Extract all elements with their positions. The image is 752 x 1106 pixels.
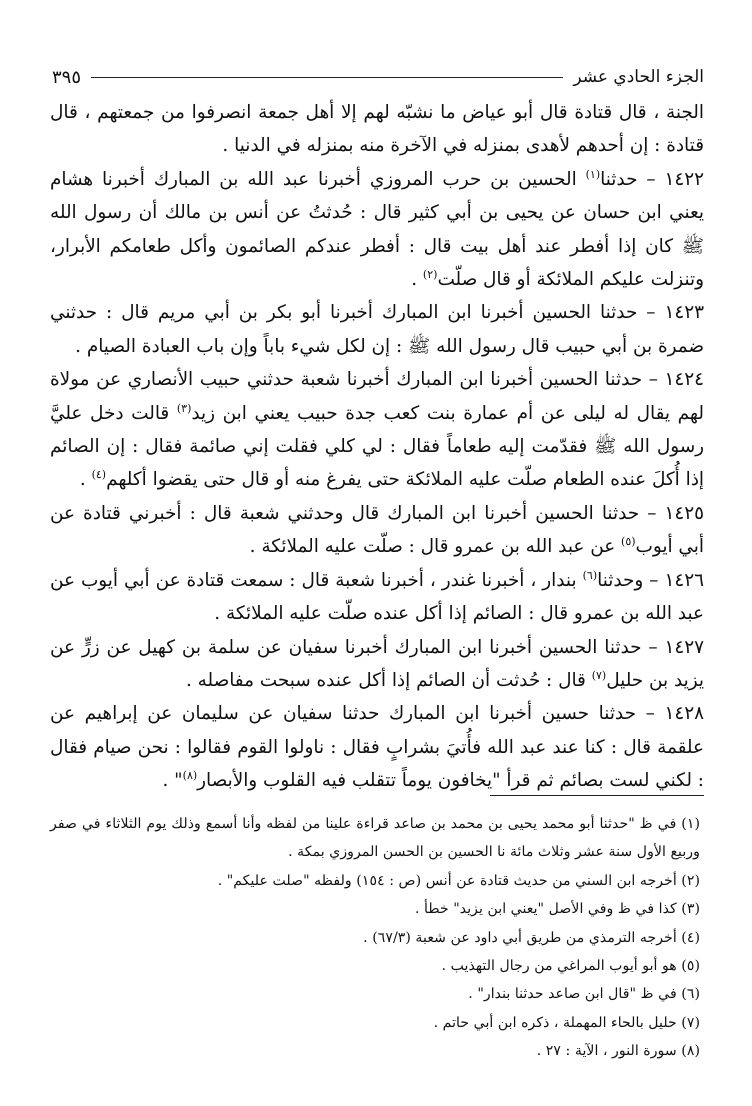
footnote-ref: (٤) xyxy=(91,468,107,482)
hadith-1426: ١٤٢٦ – وحدثنا$^{(٦)}$ بندار ، أخبرنا غندر ، أخبرنا شعبة قال : سمعت قتادة عن أبي أيوب عن عبد الله بن عمرو قال : الصائم إذا أكل عنده صلّت عليه الملائكة . xyxy=(50,568,705,625)
header-rule xyxy=(91,77,563,78)
footnote-2: (٢) أخرجه ابن السني من حديث قتادة عن أنس (ص : ١٥٤) ولفظه "صلت عليكم" . xyxy=(217,872,700,889)
page-header xyxy=(52,62,704,92)
continuation-paragraph: الجنة ، قال قتادة قال أبو عياض ما نشبّه لهم إلا أهل جمعة انصرفوا من جمعتهم ، قال قتادة : إن أحدهم لأهدى بمنزله في الآخرة منه بمنزله في الدنيا . xyxy=(50,102,704,157)
hadith-1425: ١٤٢٥ – حدثنا الحسين أخبرنا ابن المبارك قال وحدثني شعبة قال : أخبرني قتادة عن أبي أيوب$^{(٥)}$ عن عبد الله بن عمرو قال : صلّت عليه الملائكة . xyxy=(50,502,704,558)
footnote-6: (٦) في ظ "قال ابن صاعد حدثنا بندار" . xyxy=(468,986,700,1003)
footnote-3: (٣) كذا في ظ وفي الأصل "يعني ابن يزيد" خطأ . xyxy=(414,901,700,918)
hadith-1424: ١٤٢٤ – حدثنا الحسين أخبرنا ابن المبارك أخبرنا شعبة حدثني حبيب الأنصاري عن مولاة لهم يقال له ليلى عن أم عمارة بنت كعب جدة حبيب يعني ابن زيد$^{(٣)}$ قالت دخل عليَّ رسول الله ﷺ فقدّمت إليه طعاماً فقال : لي كلي فقلت إني صائمة فقال : إن الصائم إذا أُكلَ عنده الطعام صلّت عليه الملائكة حتى يفرغ منه أو قال حتى يقضوا أكلهم$^{(٤)}$ . xyxy=(50,369,704,491)
footnote-4: (٤) أخرجه الترمذي من طريق أبي داود عن شعبة (٦٧/٣) . xyxy=(363,929,700,946)
main-text xyxy=(50,96,704,798)
footnote-ref: (٣) xyxy=(176,401,192,415)
footnotes xyxy=(50,810,700,1066)
footnote-ref: (٥) xyxy=(621,535,636,549)
footnote-ref: (٧) xyxy=(591,668,607,682)
footnote-ref: (٨) xyxy=(182,769,198,782)
page-number: ٣٩٥ xyxy=(52,66,82,88)
footnote-ref: (١) xyxy=(585,167,601,181)
footnote-ref: (٦) xyxy=(582,568,598,582)
hadith-1428: ١٤٢٨ – حدثنا حسين أخبرنا ابن المبارك حدثنا سفيان عن سليمان عن إبراهيم عن علقمة قال : كنا عند عبد الله فأُتيَ بشرابٍ فقال : ناولوا القوم فقالوا : نحن صيام فقال : لكني لست بصائم ثم قرأ "يخافون يوماً تتقلب فيه القلوب والأبصار$^{(٨)}$" . xyxy=(50,703,704,792)
footnote-5: (٥) هو أبو أيوب المراغي من رجال التهذيب . xyxy=(441,958,700,975)
hadith-1422: ١٤٢٢ – حدثنا$^{(١)}$ الحسين بن حرب المروزي أخبرنا عبد الله بن المبارك أخبرنا هشام يعني ابن حسان عن يحيى بن أبي كثير قال : حُدثتُ عن أنس بن مالك أن رسول الله ﷺ كان إذا أفطر عند أهل بيت قال : أفطر عندكم الصائمون وأكل طعامكم الأبرار، وتنزلت عليكم الملائكة أو قال صلّت$^{(٢)}$ . xyxy=(50,167,704,291)
footnote-ref: (٢) xyxy=(422,267,438,281)
footnote-1: (١) في ظ "حدثنا أبو محمد يحيى بن محمد بن صاعد قراءة علينا من لفظه وأنا أسمع وذلك يوم الثلاثاء في صفر وربيع الأول سنة عشر وثلاث مائة نا الحسين بن الحسن المروزي بمكة . xyxy=(50,816,700,861)
hadith-1427: ١٤٢٧ – حدثنا الحسين أخبرنا ابن المبارك أخبرنا سفيان عن سلمة بن كهيل عن زرٍّ عن يزيد بن حليل$^{(٧)}$ قال : حُدثت أن الصائم إذا أكل عنده سبحت مفاصله . xyxy=(50,636,704,691)
footnote-8: (٨) سورة النور ، الآية : ٢٧ . xyxy=(536,1043,700,1060)
hadith-1423: ١٤٢٣ – حدثنا الحسين أخبرنا ابن المبارك أخبرنا أبو بكر بن أبي مريم قال : حدثني ضمرة بن أبي حبيب قال رسول الله ﷺ : إن لكل شيء باباً وإن باب العبادة الصيام . xyxy=(50,302,704,357)
footnote-7: (٧) حليل بالحاء المهملة ، ذكره ابن أبي حاتم . xyxy=(433,1014,700,1031)
running-title: الجزء الحادي عشر xyxy=(573,67,704,87)
footnote-divider xyxy=(490,795,704,796)
